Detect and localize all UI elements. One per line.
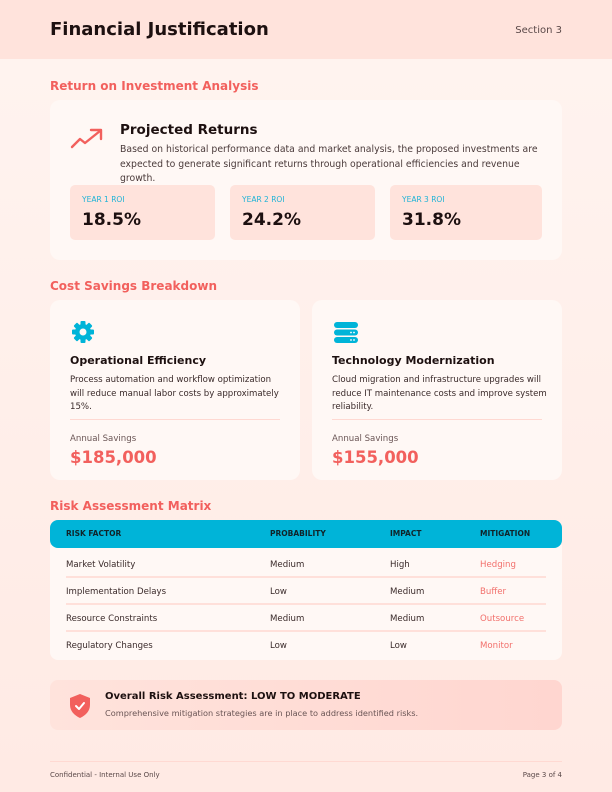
savings-label: Annual Savings (332, 434, 399, 444)
roi-metric-label: YEAR 1 ROI (82, 195, 125, 204)
roi-metric-value: 31.8% (402, 210, 461, 230)
cell-mitigation: Buffer (480, 587, 507, 597)
roi-metric-value: 24.2% (242, 210, 301, 230)
section-label: Section 3 (515, 25, 562, 36)
divider (70, 419, 280, 420)
cell-probability: Low (270, 641, 287, 651)
roi-description: Based on historical performance data and market analysis, the proposed investments are expected to generate significant returns through operational efficiencies and revenue growth. (120, 144, 538, 184)
cost-card-title: Operational Efficiency (70, 354, 207, 367)
shield-check-icon (68, 693, 92, 719)
roi-metric-label: YEAR 2 ROI (242, 195, 285, 204)
savings-label: Annual Savings (70, 434, 137, 444)
cell-probability: Low (270, 587, 287, 597)
cost-heading: Cost Savings Breakdown (50, 279, 217, 293)
cell-factor: Implementation Delays (66, 587, 167, 597)
cell-impact: Medium (390, 614, 425, 624)
table-row (66, 632, 546, 659)
roi-metric-value: 18.5% (82, 210, 141, 230)
cell-probability: Medium (270, 614, 305, 624)
table-row (66, 551, 546, 578)
risk-summary-banner (50, 680, 562, 730)
trending-up-icon (70, 128, 106, 150)
cell-impact: High (390, 560, 410, 570)
cost-card-description: Process automation and workflow optimization will reduce manual labor costs by approximately 15%. (70, 375, 279, 412)
column-header: IMPACT (390, 529, 422, 538)
risk-heading: Risk Assessment Matrix (50, 499, 212, 513)
column-header: PROBABILITY (270, 529, 326, 538)
risk-table-body (50, 545, 562, 660)
footer-confidential: Confidential - Internal Use Only (50, 771, 160, 779)
cost-card-title: Technology Modernization (332, 354, 495, 367)
cell-mitigation: Outsource (480, 614, 525, 624)
column-header: RISK FACTOR (66, 529, 122, 538)
table-row (66, 605, 546, 632)
cell-mitigation: Hedging (480, 560, 516, 570)
cell-factor: Market Volatility (66, 560, 136, 570)
roi-metric (230, 185, 375, 240)
cell-impact: Medium (390, 587, 425, 597)
roi-metric-label: YEAR 3 ROI (402, 195, 445, 204)
column-header: MITIGATION (480, 529, 531, 538)
page-title: Financial Justification (50, 19, 269, 40)
gear-icon (71, 320, 95, 344)
summary-text: Comprehensive mitigation strategies are in place to address identified risks. (105, 708, 419, 718)
cell-factor: Regulatory Changes (66, 641, 153, 651)
footer-divider (50, 761, 562, 762)
cell-probability: Medium (270, 560, 305, 570)
cell-impact: Low (390, 641, 407, 651)
cost-card (312, 300, 562, 480)
cell-factor: Resource Constraints (66, 614, 158, 624)
roi-metric (390, 185, 542, 240)
savings-value: $185,000 (70, 448, 157, 467)
server-icon (333, 321, 359, 344)
savings-value: $155,000 (332, 448, 419, 467)
roi-heading: Return on Investment Analysis (50, 79, 259, 93)
summary-title: Overall Risk Assessment: LOW TO MODERATE (105, 691, 361, 702)
divider (332, 419, 542, 420)
table-row (66, 578, 546, 605)
footer-page-number: Page 3 of 4 (522, 771, 562, 779)
roi-card-title: Projected Returns (120, 122, 258, 138)
cell-mitigation: Monitor (480, 641, 513, 651)
cost-card (50, 300, 300, 480)
risk-table-header (50, 520, 562, 548)
cost-card-description: Cloud migration and infrastructure upgrades will reduce IT maintenance costs and improve system reliability. (332, 375, 547, 412)
roi-metric (70, 185, 215, 240)
